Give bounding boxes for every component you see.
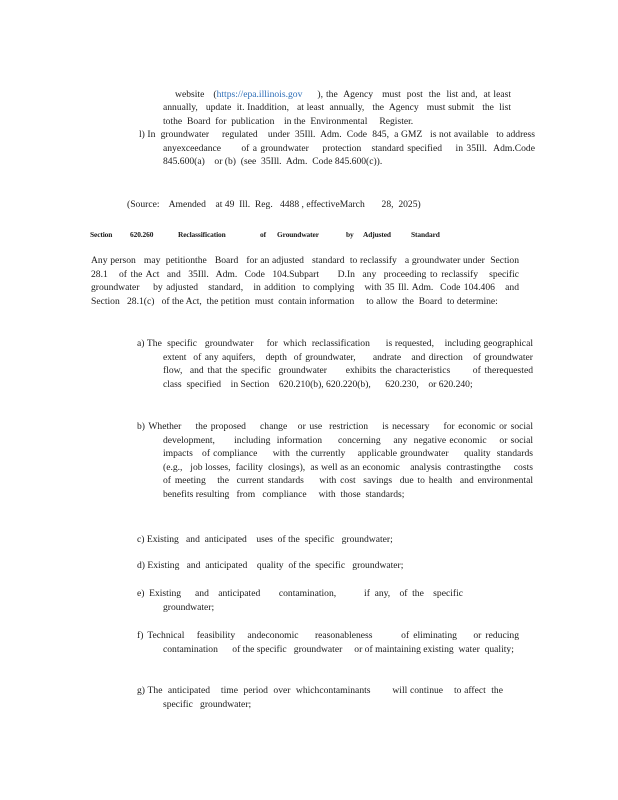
section-title-word-1: Reclassification [178,230,226,239]
list-item-g: g) The anticipated time period over whichcontaminants will continue to affect the specific groundwater; [137,685,506,710]
list-item-l: l) In groundwater regulated under 35Ill. Adm. Code 845, a GMZ is not available to address anyexceedance of a groundwater protection standard specified in 35Ill. Adm.Code 845.600(a) or (b) (see 35Ill. Adm. Code 845.600(c)). [139,129,547,168]
list-item-c: c) Existing and anticipated uses of the specific groundwater; [137,534,393,545]
source-note: (Source: Amended at 49 Ill. Reg. 4488 , effectiveMarch 28, 2025) [127,199,421,210]
section-title-word-2: of [260,230,266,239]
epa-website-link[interactable]: https://epa.illinois.gov [216,88,303,100]
intro-suffix: ), the Agency must post the list and, at least annually, update it. Inaddition, at least annually, the Agency must submit the list tothe Board for publication in the Environmental Register. [163,88,516,127]
list-item-b: b) Whether the proposed change or use restriction is necessary for economic or social development, including information concerning any negative economic or social impacts of compliance with the currently applicable groundwater quality standards (e.g., job losses, facility closings), as well as an economic analysis contrastingthe costs of meeting the current standards with cost savings due to health and environmental benefits resulting from compliance with those standards; [137,421,548,500]
section-number: 620.260 [130,230,154,239]
section-title-word-3: Groundwater [277,230,319,239]
section-title-word-5: Adjusted [363,230,391,239]
list-item-e: e) Existing and anticipated contamination, if any, of the specific groundwater; [137,588,466,613]
list-item-a: a) The specific groundwater for which reclassification is requested, including geographical extent of any aquifers, depth of groundwater, andrate and direction of groundwater flow, and that the specific groundwater exhibits the characteristics of therequested class specified in Section 620.210(b), 620.220(b), 620.230, or 620.240; [137,338,545,390]
body-paragraph: Any person may petitionthe Board for an adjusted standard to reclassify a groundwater under Section 28.1 of the Act and 35Ill. Adm. Code 104.Subpart D.In any proceeding to reclassify specific groundwater by adjusted standard, in addition to complying with 35 Ill. Adm. Code 104.406 and Section 28.1(c) of the Act, the petition must contain information to allow the Board to determine: [91,255,527,307]
section-title-word-4: by [346,230,354,239]
section-label: Section [90,230,113,239]
list-item-d: d) Existing and anticipated quality of the specific groundwater; [137,560,404,571]
intro-prefix: website ( [175,88,217,100]
section-title-word-6: Standard [411,230,440,239]
list-item-f: f) Technical feasibility andeconomic reasonableness of eliminating or reducing contamination of the specific groundwater or of maintaining existing water quality; [137,630,527,655]
